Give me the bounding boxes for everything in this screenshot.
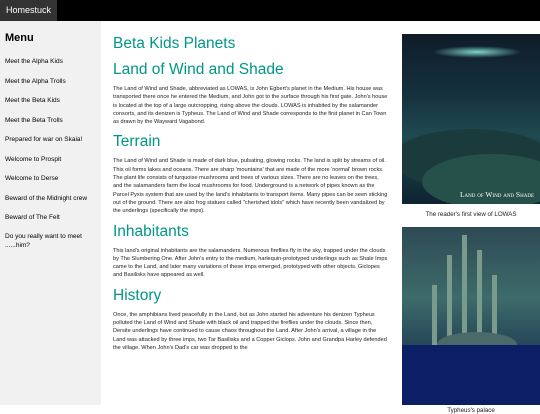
sidebar-item-beta-trolls[interactable]: Meet the Beta Trolls xyxy=(5,116,63,124)
brand-link[interactable]: Homestuck xyxy=(0,0,57,21)
page-title: Beta Kids Planets xyxy=(113,35,236,52)
section-heading-history: History xyxy=(113,286,162,304)
sidebar-item-alpha-trolls[interactable]: Meet the Alpha Trolls xyxy=(5,77,66,85)
sea-shape xyxy=(402,345,540,405)
sidebar-item-prospit[interactable]: Welcome to Prospit xyxy=(5,155,62,163)
figure-column xyxy=(402,34,540,414)
image-caption: Typheus's palace xyxy=(447,407,495,414)
section-text-history: Once, the amphibians lived peacefully in the Land, but as John started his adventure his denizen Typheus polluted the Land of Wind and Shade with black oil and trapped the fireflies under the clouds. Since then, Dersite underlings have continued to cause chaos throughout the Land. After John's arrival, a village in the Land was attacked by three imps, two Tar Basilisks and a Copper Giclops. John and Grandpa Harley defended the village. When John's Dad's car was dropped to the xyxy=(113,311,387,351)
sidebar-menu xyxy=(0,21,101,405)
tower-shape xyxy=(477,250,482,345)
section-text-lowas: The Land of Wind and Shade, abbreviated as LOWAS, is John Egbert's planet in the Medium. His house was transported there once he entered the Medium, and John got to the surface through his first gate. John's house is located at the top of a large outcropping, rising above the clouds. LOWAS is inhabited by the salamander consorts, and its denizen is Typheus. The Land of Wind and Shade corresponds to the first planet in Can Town as drawn by the Wayward Vagabond. xyxy=(113,86,388,126)
section-heading-inhabitants: Inhabitants xyxy=(113,222,189,240)
tower-shape xyxy=(462,235,467,345)
section-text-terrain: The Land of Wind and Shade is made of dark blue, pulsating, glowing rocks. The land is split by streams of oil. This oil forms lakes and oceans. There are sharp 'mountains' that are made of the more 'normal' brown rocks. The plant life consists of turquoise mushrooms and trees of various sizes. There are no leaves on the trees, and the salamanders farm the local mushrooms for food. Underground is a network of pipes known as the Parcel Pyxis system that are used by the land's inhabitants to transport items. Many pipes can be seen sticking out of the ground. There are also frog statues called "cherished idols" which have recently been vandalized by the underlings (specifically the imps). xyxy=(113,158,388,215)
section-heading-lowas: Land of Wind and Shade xyxy=(113,61,284,78)
tower-shape xyxy=(447,255,452,345)
main-content xyxy=(113,21,388,352)
sky-glow xyxy=(432,46,522,58)
top-navbar xyxy=(0,0,540,21)
section-heading-terrain: Terrain xyxy=(113,133,161,151)
image-overlay-title: Land of Wind and Shade xyxy=(459,190,534,199)
palace-image xyxy=(402,227,540,405)
menu-title: Menu xyxy=(5,32,34,44)
sidebar-item-him[interactable]: Do you really want to meet ......him? xyxy=(5,233,82,249)
section-text-inhabitants: This land's original inhabitants are the salamanders. Numerous fireflies fly in the sky, trapped under the clouds by The Slumbering One. After John's entry to the medium, harlequin-prototyped underlings such as Shale Imps came to the Land, and later many variations of these imps emerged, prototyped with other objects. Giclopes and Basilisks have appeared as well. xyxy=(113,247,388,279)
tower-shape xyxy=(432,285,437,345)
sidebar-item-derse[interactable]: Welcome to Derse xyxy=(5,175,59,183)
image-caption: The reader's first view of LOWAS xyxy=(425,211,517,218)
sidebar-item-beta-kids[interactable]: Meet the Beta Kids xyxy=(5,97,60,105)
sidebar-item-skaia[interactable]: Prepared for war on Skaia! xyxy=(5,136,83,144)
sidebar-item-midnight-crew[interactable]: Beward of the Midnight crew xyxy=(5,194,88,202)
lowas-image xyxy=(402,34,540,204)
sidebar-item-the-felt[interactable]: Beward of The Felt xyxy=(5,214,60,222)
sidebar-item-alpha-kids[interactable]: Meet the Alpha Kids xyxy=(5,58,63,66)
